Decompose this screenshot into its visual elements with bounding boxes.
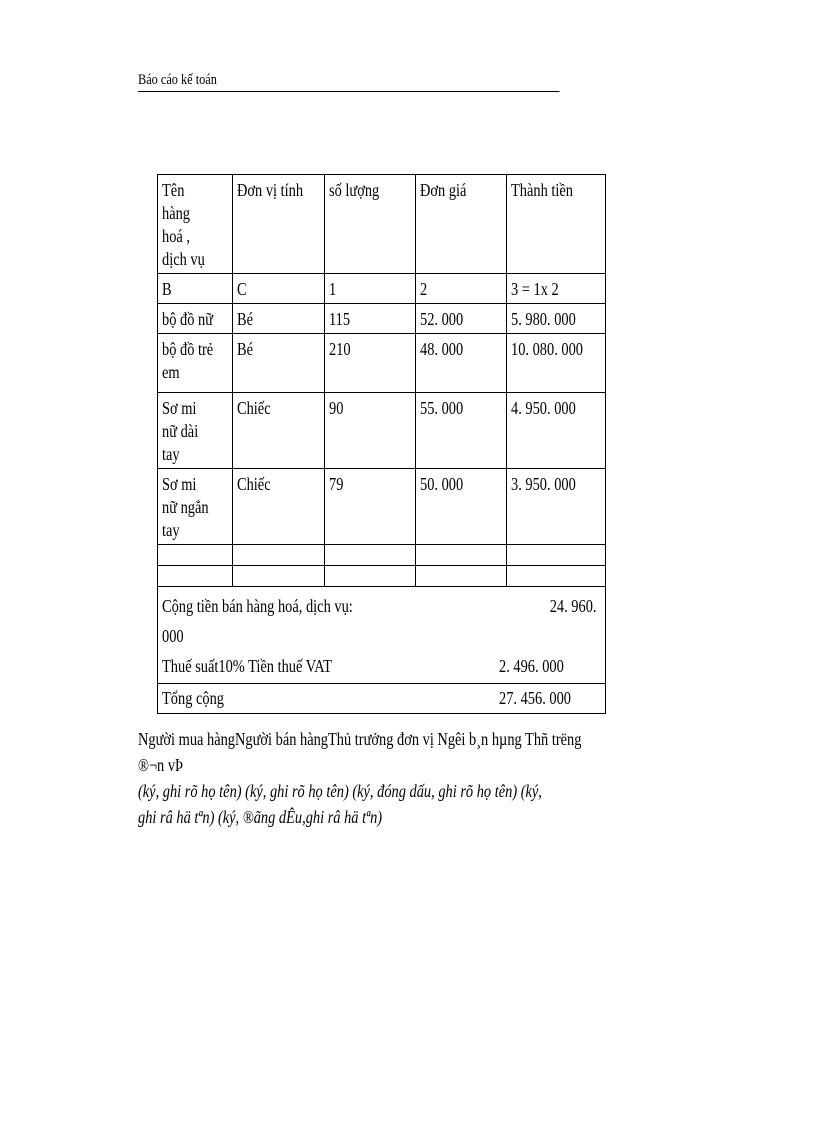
header-cell — [158, 175, 233, 274]
table-cell: B — [158, 274, 233, 304]
table-cell: 2 — [415, 274, 506, 304]
table-cell: Bé — [233, 304, 325, 334]
table-cell: 52. 000 — [415, 304, 506, 334]
subtotal-label: Cộng tiền bán hàng hoá, dịch vụ: — [162, 596, 353, 616]
table-cell: Bé — [233, 334, 325, 393]
table-cell: 3 = 1x 2 — [506, 274, 605, 304]
table-cell: 50. 000 — [415, 469, 506, 545]
table-cell: Chiếc — [233, 469, 325, 545]
table-cell: 210 — [324, 334, 415, 393]
header-item-name: Tên hàng hoá , dịch vụ — [162, 180, 205, 269]
table-cell — [324, 566, 415, 587]
vat-value: 2. 496. 000 — [499, 656, 564, 676]
header-title: Báo cáo kế toán — [138, 72, 217, 88]
table-cell — [158, 545, 233, 566]
page-header — [138, 72, 559, 92]
total-label: Tổng cộng — [162, 688, 224, 708]
table-cell: 55. 000 — [415, 393, 506, 469]
signature-block — [138, 726, 658, 830]
header-cell — [233, 175, 325, 274]
empty-row — [158, 545, 606, 566]
table-cell: bộ đồ trẻ em — [158, 334, 233, 393]
table-cell: Sơ mi nữ dài tay — [158, 393, 233, 469]
table-cell: 5. 980. 000 — [506, 304, 605, 334]
total-value-wrap — [499, 687, 589, 710]
subtotal-row — [158, 587, 606, 684]
vat-value-wrap — [499, 651, 580, 681]
table-cell — [506, 545, 605, 566]
table-row — [158, 304, 606, 334]
table-cell: 48. 000 — [415, 334, 506, 393]
header-cell — [506, 175, 605, 274]
signature-instructions-cont: ghi râ hä tªn) (ký, ®ãng dÊu,ghi râ hä tªn) — [138, 807, 383, 827]
header-quantity: số lượng — [328, 180, 379, 200]
header-amount: Thành tiền — [510, 180, 573, 200]
header-cell — [415, 175, 506, 274]
table-row — [158, 469, 606, 545]
table-cell: 4. 950. 000 — [506, 393, 605, 469]
signature-instructions: (ký, ghi rõ họ tên) (ký, ghi rõ họ tên) (ký, đóng dấu, ghi rõ họ tên) (ký, — [138, 781, 542, 801]
table-cell — [158, 566, 233, 587]
code-row — [158, 274, 606, 304]
total-value: 27. 456. 000 — [499, 688, 571, 708]
table-cell: 1 — [324, 274, 415, 304]
table-cell — [233, 566, 325, 587]
total-cell — [158, 684, 606, 714]
table-row — [158, 393, 606, 469]
table-cell: Sơ mi nữ ngắn tay — [158, 469, 233, 545]
subtotal-value-cont: 000 — [162, 626, 184, 646]
table-cell — [233, 545, 325, 566]
header-unit-price: Đơn giá — [419, 180, 466, 200]
table-cell: 10. 080. 000 — [506, 334, 605, 393]
header-cell — [324, 175, 415, 274]
table-cell — [324, 545, 415, 566]
table-row — [158, 334, 606, 393]
subtotal-value-wrap — [538, 591, 597, 621]
table-cell: 79 — [324, 469, 415, 545]
table-cell: bộ đồ nữ — [158, 304, 233, 334]
table-cell: C — [233, 274, 325, 304]
empty-row — [158, 566, 606, 587]
table-header-row — [158, 175, 606, 274]
signature-titles-cont: ®¬n vÞ — [138, 755, 184, 775]
vat-label: Thuế suất10% Tiền thuế VAT — [162, 656, 332, 676]
table-cell: Chiếc — [233, 393, 325, 469]
table-cell: 3. 950. 000 — [506, 469, 605, 545]
summary-cell — [158, 587, 606, 684]
table-cell — [506, 566, 605, 587]
table-cell — [415, 545, 506, 566]
header-unit: Đơn vị tính — [237, 180, 304, 200]
invoice-table — [157, 174, 606, 714]
table-cell: 115 — [324, 304, 415, 334]
subtotal-value: 24. 960. — [549, 596, 597, 616]
table-cell: 90 — [324, 393, 415, 469]
total-row — [158, 684, 606, 714]
signature-titles: Người mua hàngNgười bán hàngThủ trưởng đơn vị Ngêi b¸n hµng Thñ trëng — [138, 729, 582, 749]
table-cell — [415, 566, 506, 587]
